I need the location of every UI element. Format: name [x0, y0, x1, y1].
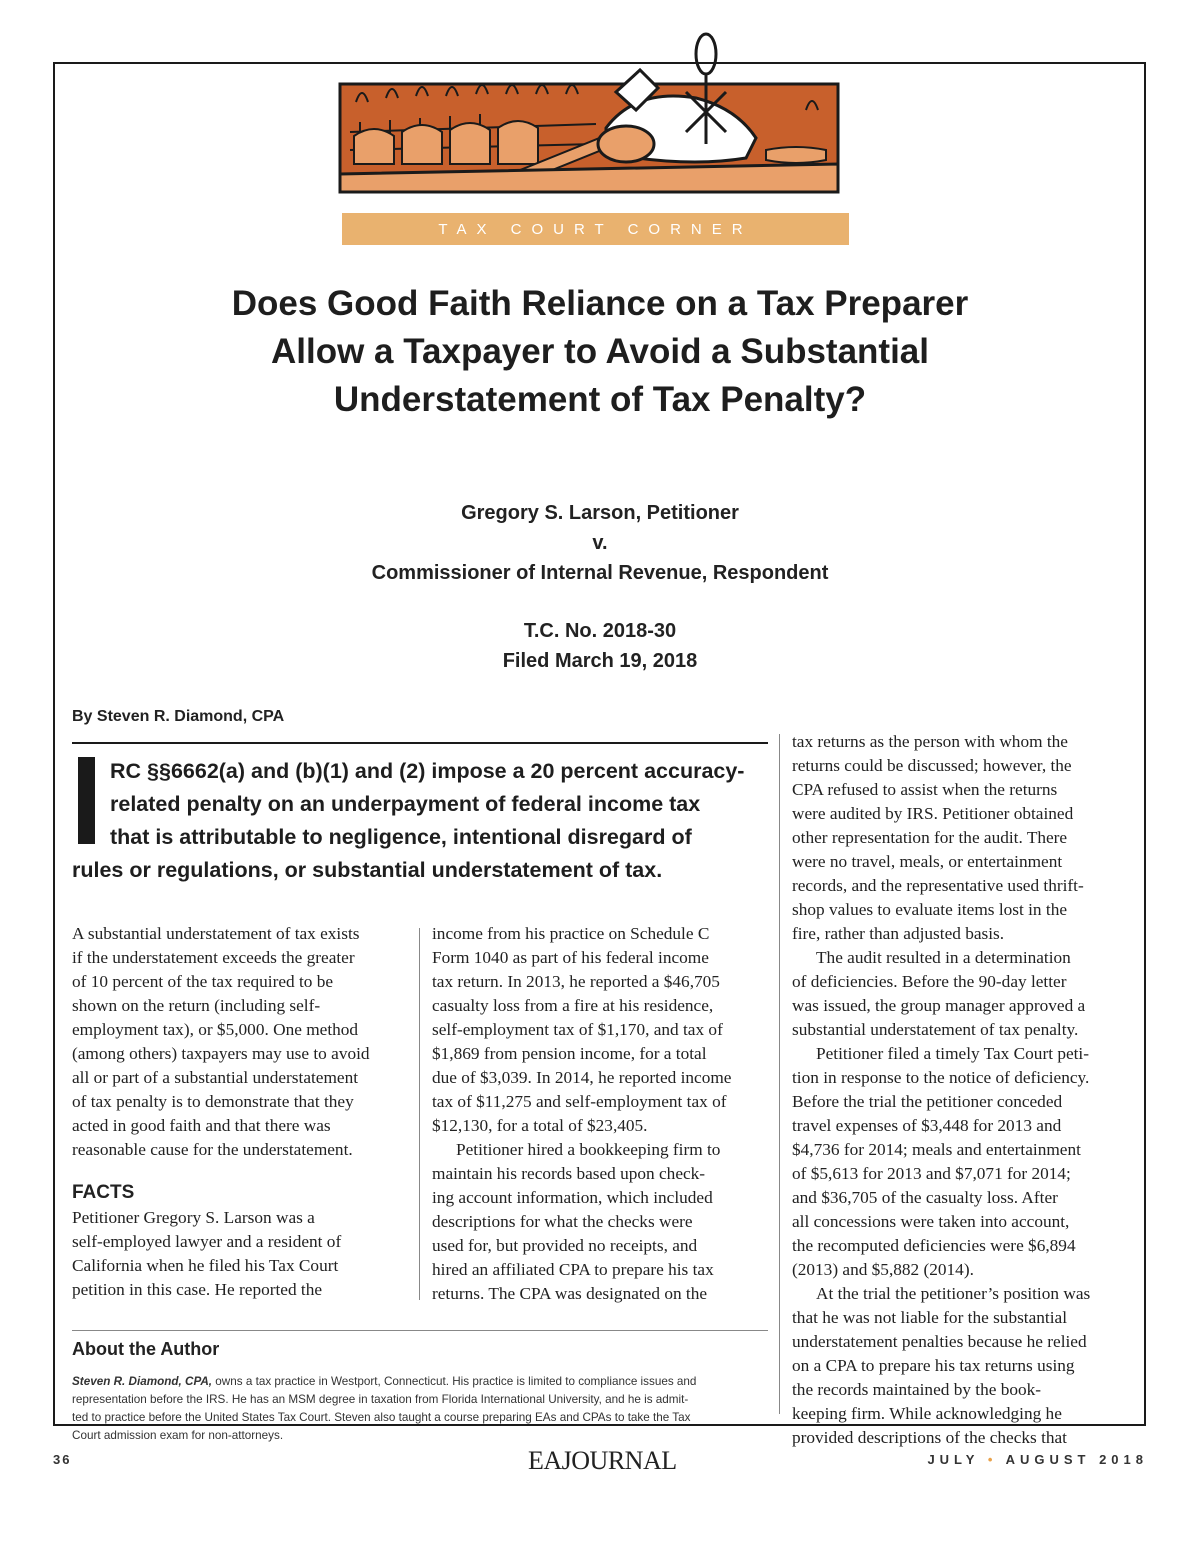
body-line: acted in good faith and that there was — [72, 1116, 331, 1135]
body-line: due of $3,039. In 2014, he reported income — [432, 1068, 732, 1087]
lead-line: related penalty on an underpayment of federal income tax — [110, 792, 701, 816]
about-author-heading: About the Author — [72, 1339, 220, 1359]
issue-separator: • — [987, 1452, 998, 1467]
body-line: Petitioner filed a timely Tax Court peti- — [816, 1044, 1089, 1063]
case-filed-date: Filed March 19, 2018 — [502, 650, 698, 672]
case-caption — [200, 498, 1000, 676]
headline-line: Understatement of Tax Penalty? — [333, 380, 867, 419]
body-line: hired an affiliated CPA to prepare his tax — [432, 1260, 714, 1279]
issue-month: JULY — [927, 1452, 980, 1467]
body-line: returns. The CPA was designated on the — [432, 1284, 708, 1303]
body-line: A substantial understatement of tax exists — [72, 924, 360, 943]
journal-logo: EAJOURNAL — [528, 1446, 677, 1475]
body-line: returns could be discussed; however, the — [792, 756, 1072, 775]
issue-date — [927, 1452, 1148, 1467]
body-line: income from his practice on Schedule C — [432, 924, 710, 943]
facts-heading: FACTS — [72, 1182, 135, 1203]
author-name: Steven R. Diamond, CPA, — [72, 1375, 213, 1388]
body-line: travel expenses of $3,448 for 2013 and — [792, 1116, 1062, 1135]
lead-line: rules or regulations, or substantial understatement of tax. — [72, 858, 663, 882]
body-line: shop values to evaluate items lost in the — [792, 900, 1068, 919]
column-divider — [419, 928, 420, 1300]
lead-line: that is attributable to negligence, intentional disregard of — [110, 825, 692, 849]
divider — [72, 742, 768, 744]
byline: By Steven R. Diamond, CPA — [72, 708, 285, 725]
body-line: self-employment tax of $1,170, and tax of — [432, 1020, 723, 1039]
case-respondent: Commissioner of Internal Revenue, Respondent — [371, 562, 829, 584]
body-line: substantial understatement of tax penalty. — [792, 1020, 1079, 1039]
body-line: all concessions were taken into account, — [792, 1212, 1070, 1231]
body-line: fire, rather than adjusted basis. — [792, 924, 1005, 943]
author-line: representation before the IRS. He has an MSM degree in taxation from Florida International University, and he is admit- — [72, 1393, 689, 1406]
column-divider — [779, 734, 780, 1414]
body-line: the records maintained by the book- — [792, 1380, 1042, 1399]
headline-line: Allow a Taxpayer to Avoid a Substantial — [270, 332, 929, 371]
body-line: were audited by IRS. Petitioner obtained — [792, 804, 1074, 823]
case-petitioner: Gregory S. Larson, Petitioner — [461, 502, 739, 524]
body-line: records, and the representative used thrift- — [792, 876, 1084, 895]
body-line: the recomputed deficiencies were $6,894 — [792, 1236, 1076, 1255]
body-line: At the trial the petitioner’s position was — [816, 1284, 1091, 1303]
headline-line: Does Good Faith Reliance on a Tax Preparer — [231, 284, 969, 323]
lead-paragraph — [72, 755, 772, 887]
author-line — [72, 1373, 768, 1391]
body-line: of 10 percent of the tax required to be — [72, 972, 334, 991]
body-line: Form 1040 as part of his federal income — [432, 948, 709, 967]
column-2 — [432, 922, 768, 1306]
body-line: ing account information, which included — [432, 1188, 713, 1207]
body-line: casualty loss from a fire at his residence, — [432, 996, 714, 1015]
body-line: on a CPA to prepare his tax returns using — [792, 1356, 1075, 1375]
body-line: of $5,613 for 2013 and $7,071 for 2014; — [792, 1164, 1071, 1183]
courtroom-illustration — [336, 32, 842, 202]
body-line: Petitioner hired a bookkeeping firm to — [456, 1140, 721, 1159]
body-line: that he was not liable for the substantial — [792, 1308, 1067, 1327]
body-line: provided descriptions of the checks that — [792, 1428, 1067, 1447]
body-line: employment tax), or $5,000. One method — [72, 1020, 359, 1039]
body-line: The audit resulted in a determination — [816, 948, 1071, 967]
body-line: other representation for the audit. There — [792, 828, 1068, 847]
body-line: reasonable cause for the understatement. — [72, 1140, 353, 1159]
body-line: tax return. In 2013, he reported a $46,705 — [432, 972, 720, 991]
section-banner: TAX COURT CORNER — [342, 213, 849, 245]
body-line: (2013) and $5,882 (2014). — [792, 1260, 974, 1279]
body-line: of tax penalty is to demonstrate that they — [72, 1092, 354, 1111]
body-line: shown on the return (including self- — [72, 996, 321, 1015]
case-number: T.C. No. 2018-30 — [523, 620, 677, 642]
body-line: $12,130, for a total of $23,405. — [432, 1116, 648, 1135]
body-line: petition in this case. He reported the — [72, 1280, 323, 1299]
body-line: tion in response to the notice of deficiency. — [792, 1068, 1090, 1087]
body-line: if the understatement exceeds the greater — [72, 948, 355, 967]
author-line-rest: owns a tax practice in Westport, Connecticut. His practice is limited to compliance issues and — [212, 1375, 697, 1388]
body-line: was issued, the group manager approved a — [792, 996, 1086, 1015]
body-line: were no travel, meals, or entertainment — [792, 852, 1063, 871]
author-line: Court admission exam for non-attorneys. — [72, 1429, 284, 1442]
body-line: (among others) taxpayers may use to avoid — [72, 1044, 370, 1063]
column-3 — [792, 730, 1132, 1450]
body-line: understatement penalties because he relied — [792, 1332, 1087, 1351]
body-line: descriptions for what the checks were — [432, 1212, 693, 1231]
body-line: $4,736 for 2014; meals and entertainment — [792, 1140, 1081, 1159]
body-line: Petitioner Gregory S. Larson was a — [72, 1208, 315, 1227]
body-line: tax of $11,275 and self-employment tax of — [432, 1092, 727, 1111]
body-line: keeping firm. While acknowledging he — [792, 1404, 1062, 1423]
about-author-text — [72, 1373, 768, 1445]
column-1 — [72, 922, 412, 1302]
body-line: used for, but provided no receipts, and — [432, 1236, 698, 1255]
case-versus: v. — [592, 532, 608, 554]
body-line: $1,869 from pension income, for a total — [432, 1044, 707, 1063]
body-line: CPA refused to assist when the returns — [792, 780, 1058, 799]
author-line: ted to practice before the United States Tax Court. Steven also taught a course preparing EAs and CPAs to take the Tax — [72, 1411, 691, 1424]
body-line: of deficiencies. Before the 90-day letter — [792, 972, 1067, 991]
body-line: tax returns as the person with whom the — [792, 732, 1068, 751]
body-line: California when he filed his Tax Court — [72, 1256, 339, 1275]
issue-month-year: AUGUST 2018 — [1005, 1452, 1148, 1467]
body-line: and $36,705 of the casualty loss. After — [792, 1188, 1058, 1207]
body-line: self-employed lawyer and a resident of — [72, 1232, 342, 1251]
body-line: all or part of a substantial understatement — [72, 1068, 359, 1087]
divider — [72, 1330, 768, 1331]
page-number: 36 — [53, 1452, 72, 1467]
article-headline — [120, 280, 1080, 424]
body-line: maintain his records based upon check- — [432, 1164, 706, 1183]
lead-line: RC §§6662(a) and (b)(1) and (2) impose a 20 percent accuracy- — [110, 759, 745, 783]
body-line: Before the trial the petitioner conceded — [792, 1092, 1063, 1111]
